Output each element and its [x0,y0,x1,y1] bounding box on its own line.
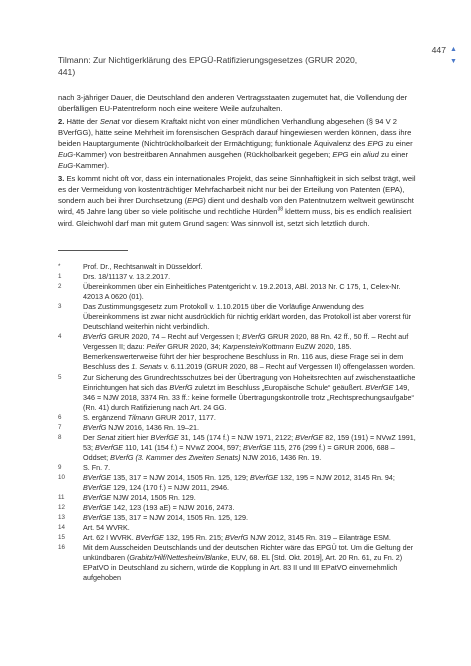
italic-run: BVerfGE [83,513,112,523]
italic-run: Tilmann [127,412,154,422]
footnote-marker: 8 [58,433,62,441]
text-run: 135, 317 = NJW 2014, 1505 Rn. 125, 129. [111,513,248,523]
paragraph-2 [58,116,418,171]
text-run: Mit dem Ausscheiden Deutschlands und der deutschen Richter wäre das EPGÜ tot. Um die Geltung der unkündbaren ( [83,543,413,563]
italic-run: BVerfGE [83,483,112,493]
footnotes-list [58,262,418,584]
text-run: klettern muss, bis es endlich realisiert wird. Gleichwohl darf man mit gutem Grund sagen: Was sinnvoll ist, setzt sich letztlich durch. [58,207,412,228]
page-number: 447 [431,45,446,55]
footnote-marker: 10 [58,473,65,481]
footnote-text [83,543,418,583]
footnote-text: Das Zustimmungsgesetz zum Protokoll v. 1.10.2015 über die Vorläufige Anwendung des Übereinkommens ist zwar nicht ausdrücklich für nichtig erklärt worden, das Protokoll ist aber vorerst für Deutschland weiterhin nicht verbindlich. [83,302,411,332]
italic-run: 1. Senats [131,362,162,372]
footnote-marker: * [58,263,61,270]
italic-run: BVerfGE [83,503,112,513]
footnote-text [83,423,418,433]
italic-run: Senat [99,117,120,127]
text-run: EuZW 2020, 185. Bemerkenswerterweise führt der hier besprochene Beschluss in Rn. 116 aus, diese Frage sei in dem Beschluss des [83,342,404,372]
text-run: Art. 62 I WVRK. [83,533,136,543]
italic-run: BVerfGE [295,432,324,442]
footnote-text [83,473,418,493]
footnote-marker: 3 [58,303,62,311]
text-run: 149, 346 = NJW 2018, 3374 Rn. 33 ff.: keine formelle Übertragungskontrolle trotz „Rechtsprechungsaufgabe“ (Rn. 41) durch Ratifizierung nach Art. 24 GG. [83,382,414,412]
footnote-marker: 2 [58,283,62,291]
text-run: GRUR 2017, 1177. [153,412,216,422]
italic-run: BVerfGE [365,382,394,392]
footnote-text [83,493,418,503]
footnote-marker: 13 [58,514,65,522]
text-run: 115, 276 (299 f.) = GRUR 2006, 688 – Oddset; [83,442,395,462]
triangle-down-icon[interactable]: ▼ [450,58,457,65]
text-run: zu einer [383,139,413,149]
italic-run: aliud [362,150,379,160]
footnote-item [58,272,418,282]
footnote-text [83,533,418,543]
text-run: ein [348,150,363,160]
footnote-text: S. Fn. 7. [83,462,111,472]
footnote-marker: 12 [58,504,65,512]
footnote-item [58,282,418,302]
footnote-marker: 7 [58,423,62,431]
text-run: S. ergänzend [83,412,128,422]
text-run: NJW 2014, 1505 Rn. 129. [111,493,196,503]
footnote-text [83,413,418,423]
text-run: v. 6.11.2019 (GRUR 2020, 88 – Recht auf Vergessen II) offengelassen worden. [161,362,416,372]
footnote-text [83,513,418,523]
text-run: 31, 145 (174 f.) = NJW 1971, 2122; [178,432,296,442]
text-run: NJW 2012, 3145 Rn. 319 – Eilanträge ESM. [248,533,391,543]
italic-run: BVerfG (3. Kammer des Zweiten Senats) [110,452,241,462]
footnote-marker: 6 [58,413,62,421]
italic-run: BVerfG [83,422,107,432]
footnote-item [58,433,418,463]
italic-run: EPG [367,139,384,149]
text-run: vor diesem Kraftakt nicht von einer mündlichen Verhandlung abgesehen (§ 94 V 2 BVerfGG), hätte seine Mehrheit im forensischen Gespräch darauf hingewiesen werden können, dass ihre beiden Hauptargumente (Nichtrückholbarkeit der Ermächtigung; funktionale Äquivalenz des [58,117,412,149]
text-run: 132, 195 Rn. 215; [163,533,225,543]
footnote-item [58,332,418,372]
text-run: GRUR 2020, 74 – Recht auf Vergessen I; [106,332,243,342]
italic-run: BVerfGE [150,432,179,442]
text-run: zitiert hier [115,432,151,442]
footnote-text [83,433,418,463]
footnote-item [58,302,418,332]
italic-run: BVerfG [169,382,193,392]
footnote-text: Prof. Dr., Rechtsanwalt in Düsseldorf. [83,262,203,271]
footnote-marker: 16 [58,544,65,552]
footnote-item [58,493,418,503]
italic-run: BVerfGE [95,442,124,452]
text-run: zuletzt im Beschluss „Europäische Schule“ geäußert. [192,382,366,392]
text-run: Es kommt nicht oft vor, dass ein internationales Projekt, das seine Sinnhaftigkeit in sich selbst trägt, weil es der Vermeidung von kostenträchtiger Mehrfacharbeit nicht nur bei der Erteilung von Patenten (EPA), sondern auch bei ihrer Durchsetzung ( [58,174,416,206]
italic-run: EuG [58,161,74,171]
footnote-item [58,533,418,543]
italic-run: Senat [96,432,116,442]
page-navigation [418,44,458,74]
italic-run: Karpenstein/Kottmann [222,342,294,352]
text-run: -Kammer) von bestreitbaren Annahmen ausgehen (Rückholbarkeit gegeben; [73,150,333,160]
running-header-title: Tilmann: Zur Nichtigerklärung des EPGÜ-Ratifizierungsgesetzes (GRUR 2020, 441) [58,55,358,77]
italic-run: BVerfG [242,332,266,342]
paragraph-number: 2. [58,117,65,127]
italic-run: EuG [58,150,74,160]
footnote-reference[interactable]: 38 [277,206,284,213]
text-run: Hätte der [64,117,100,127]
footnote-item [58,473,418,493]
text-run: GRUR 2020, 34; [165,342,223,352]
text-run: -Kammer). [73,161,110,171]
text-run: Der [83,432,97,442]
footnote-marker: 11 [58,494,65,502]
footnote-marker: 15 [58,534,65,542]
italic-run: BVerfGE [83,472,112,482]
footnote-text: Art. 54 WVRK. [83,523,130,533]
text-run: 129, 124 (170 f.) = NJW 2011, 2946. [111,483,230,493]
footnote-item [58,523,418,533]
page-header [58,44,458,80]
italic-run: Grabitz/Hilf/Nettesheim/Blanke [129,553,228,563]
italic-run: BVerfGE [135,533,164,543]
footnote-item [58,513,418,523]
footnote-divider [58,250,128,251]
footnote-text: Drs. 18/11137 v. 13.2.2017. [83,272,171,282]
text-run: 82, 159 (191) = NVwZ 1991, 53; [83,432,416,452]
text-run: GRUR 2020, 88 Rn. 42 ff., 50 ff. – Recht auf Vergessen II; dazu: [83,332,409,352]
text-run: zu einer [378,150,408,160]
text-run: 135, 317 = NJW 2014, 1505 Rn. 125, 129; [111,472,250,482]
footnote-marker: 14 [58,524,65,532]
italic-run: EPG [332,150,349,160]
text-run: ) dient und deshalb von den Patentnutzern weltweit gewünscht wird, 45 Jahre lang über so viele politische und rechtliche Hürden [58,196,414,217]
paragraph-3 [58,173,418,228]
italic-run: BVerfGE [249,472,279,482]
footnote-item [58,413,418,423]
triangle-up-icon[interactable]: ▲ [450,46,457,53]
italic-run: BVerfG [224,533,249,543]
footnote-item [58,463,418,473]
italic-run: EPG [187,196,204,206]
footnote-marker: 5 [58,373,62,381]
footnote-text [83,503,418,513]
footnote-text: Übereinkommen über ein Einheitliches Patentgericht v. 19.2.2013, ABl. 2013 Nr. C 175, 1, Celex-Nr. 42013 A 0620 (01). [83,282,401,302]
footnote-item [58,543,418,583]
italic-run: BVerfGE [83,493,112,503]
text-run: 110, 141 (154 f.) = NVwZ 2004, 597; [123,442,244,452]
footnote-marker: 4 [58,333,62,341]
footnote-marker: 1 [58,273,62,281]
paragraph-1: nach 3-jähriger Dauer, die Deutschland den anderen Vertragsstaaten zugemutet hat, die Vollendung der überfälligen EU-Patentreform noch eine weitere Weile aufzuhalten. [58,93,408,114]
footnote-item [58,262,418,272]
text-run: Zur Sicherung des Grundrechtsschutzes bei der Übertragung von Hoheitsrechten auf zwischenstaatliche Einrichtungen hat sich das [83,372,416,392]
footnote-item [58,373,418,413]
footnote-text [83,373,418,413]
footnote-text [83,332,418,372]
italic-run: BVerfG [83,332,107,342]
footnote-item [58,423,418,433]
paragraph-number: 3. [58,174,65,184]
main-text [58,92,418,231]
italic-run: BVerfGE [243,442,272,452]
italic-run: Peifer [146,342,166,352]
text-run: NJW 2016, 1436 Rn. 19–21. [106,422,200,432]
text-run: , EUV, 68. EL [Std. Okt. 2019], Art. 20 Rn. 61, zu Fn. 2) EPatVO in Deutschland zu sichern, würde die Kopplung in Art. 83 II und III EPatVO einvernehmlich aufgehoben [83,553,403,583]
footnote-marker: 9 [58,463,62,471]
text-run: 132, 195 = NJW 2012, 3145 Rn. 94; [278,472,395,482]
footnote-item [58,503,418,513]
text-run: NJW 2016, 1436 Rn. 19. [240,452,322,462]
text-run: 142, 123 (193 aE) = NJW 2016, 2473. [111,503,235,513]
